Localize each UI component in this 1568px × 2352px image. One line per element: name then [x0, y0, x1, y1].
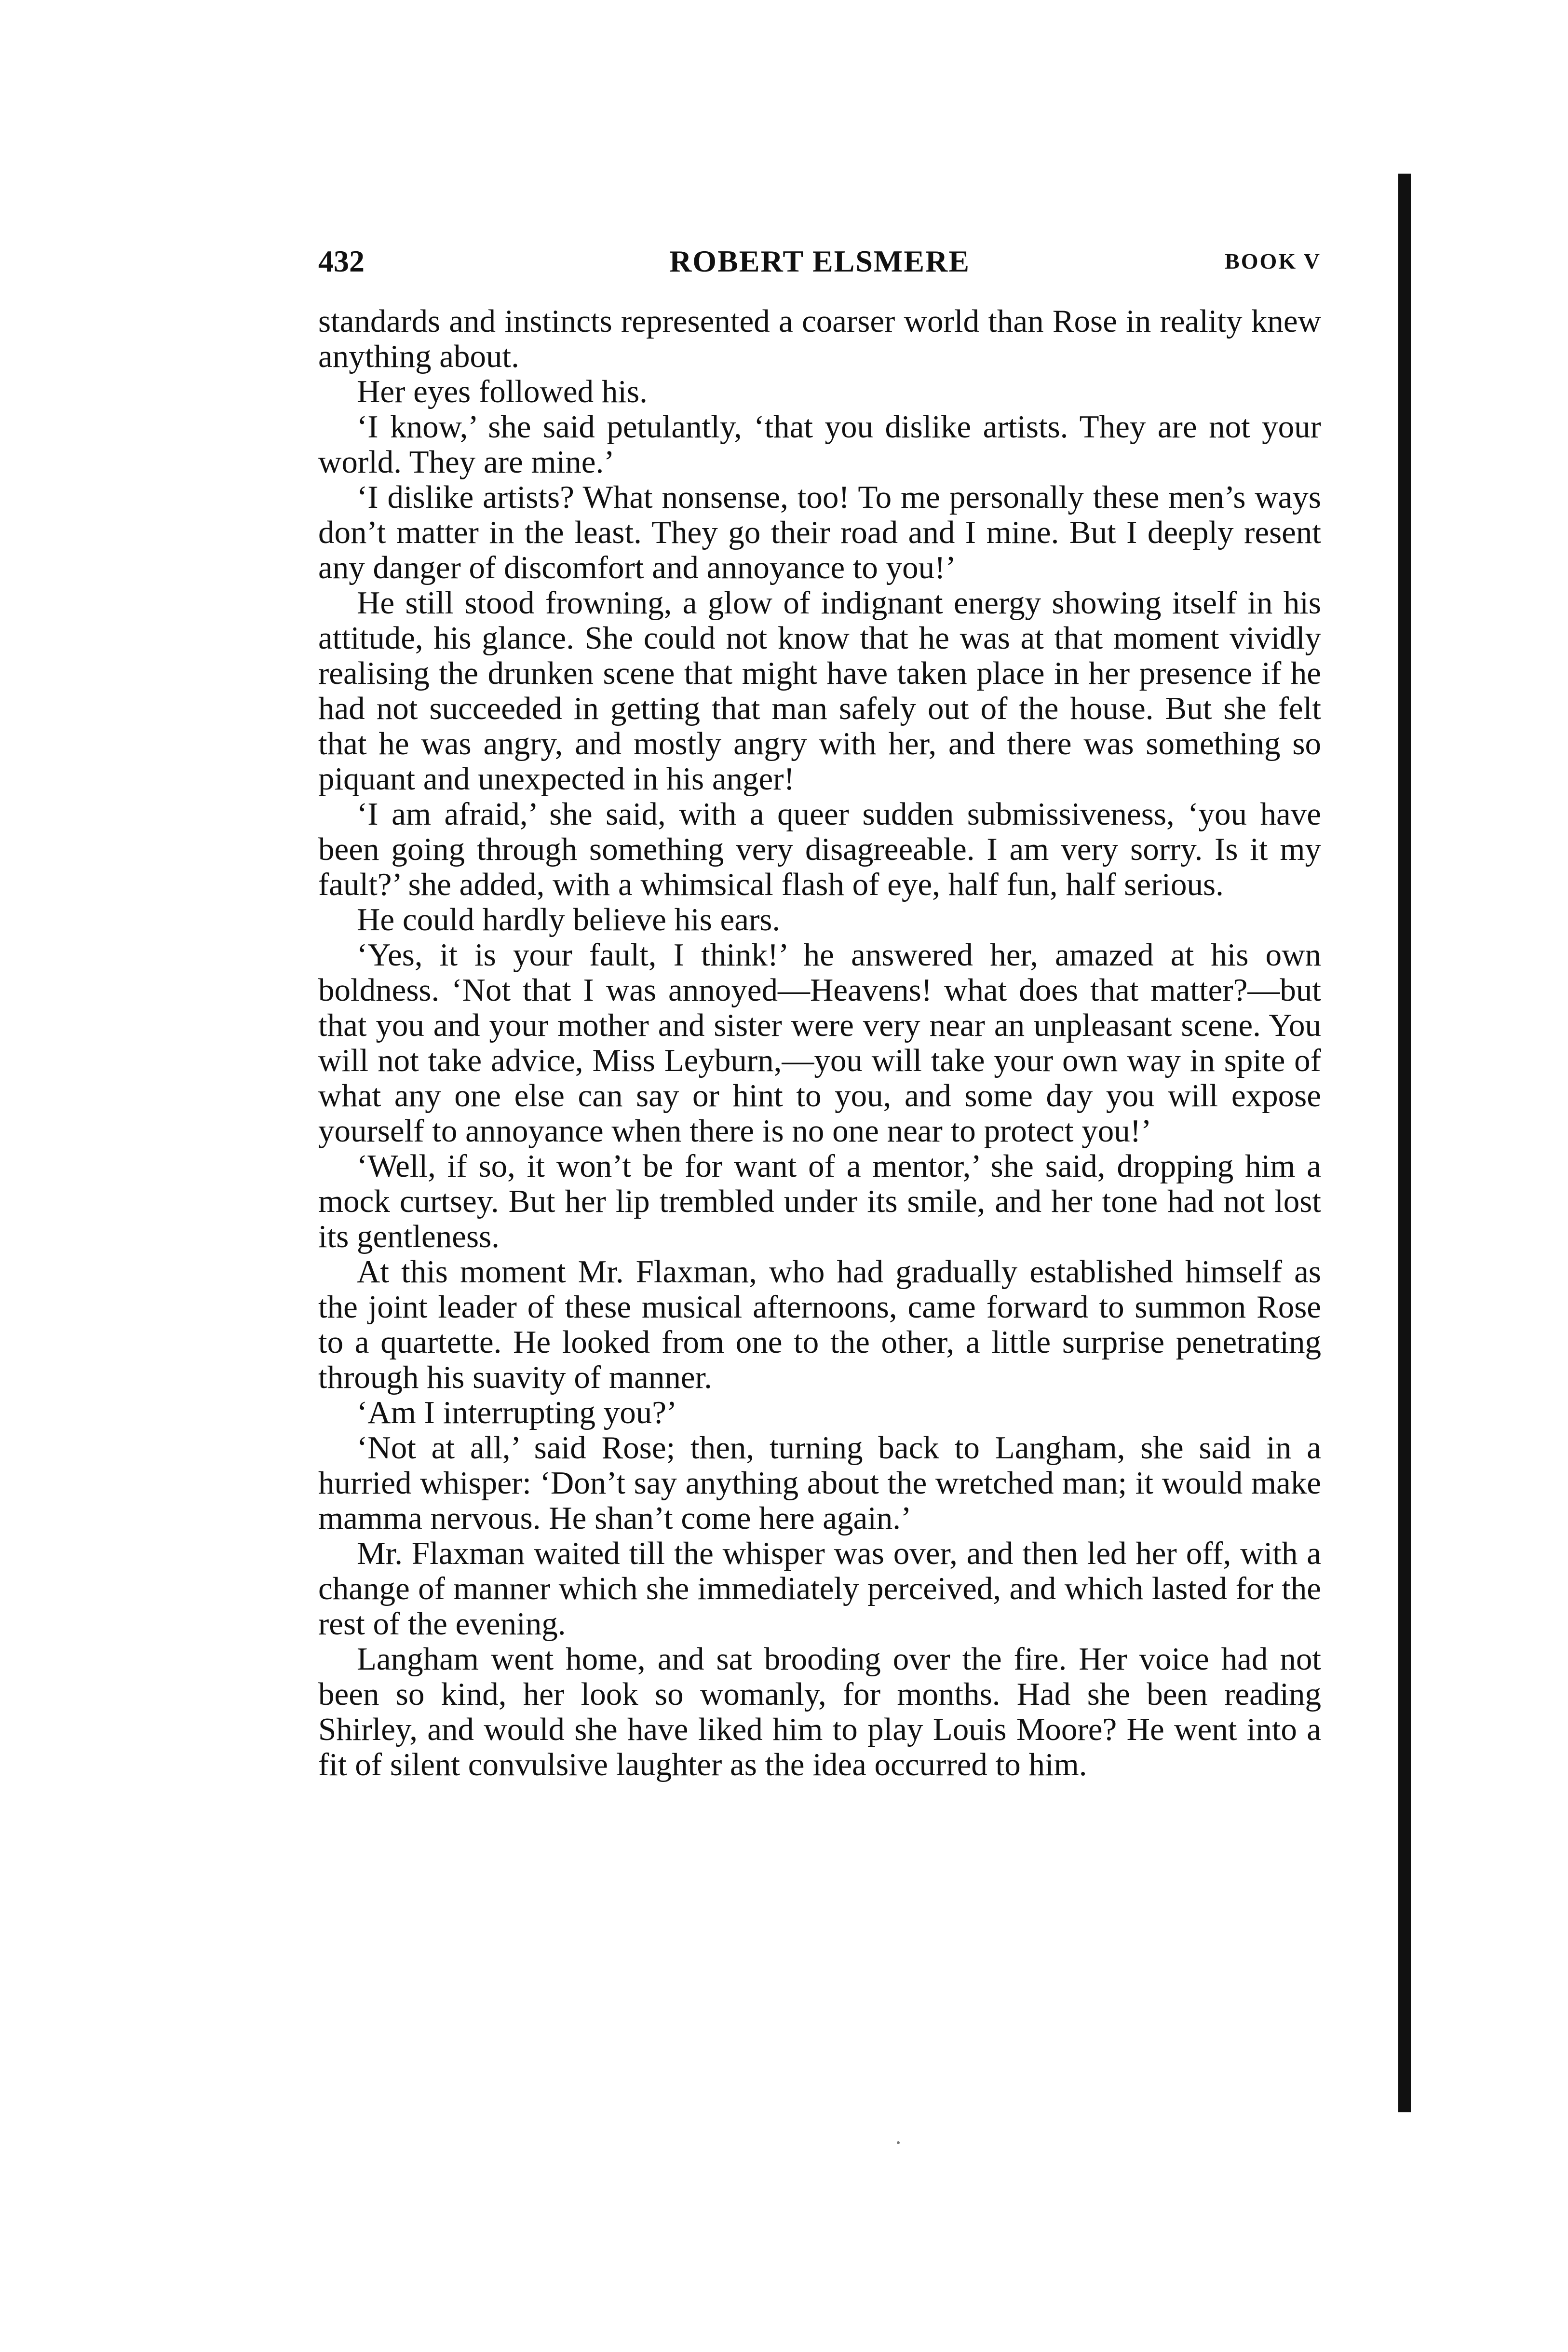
paragraph: ‘Yes, it is your fault, I think!’ he answered her, amazed at his own boldness. ‘Not that I was annoyed—Heavens! what does that matter?—but that you and your mother and sister were very near an unpleasant scene. You will not take advice, Miss Leyburn,—you will take your own way in spite of what any one else can say or hint to you, and some day you will expose yourself to annoyance when there is no one near to protect you!’	[318, 937, 1321, 1149]
paragraph: ‘Am I interrupting you?’	[357, 1395, 677, 1430]
paragraph-continued: standards and instincts represented a coarser world than Rose in reality knew anything about.	[318, 303, 1321, 374]
paragraph: At this moment Mr. Flaxman, who had gradually established himself as the joint leader of these musical afternoons, came forward to summon Rose to a quartette. He looked from one to the other, a little surprise penetrating through his suavity of manner.	[318, 1254, 1321, 1395]
paragraph: ‘I am afraid,’ she said, with a queer sudden submissiveness, ‘you have been going through something very disagreeable. I am very sorry. Is it my fault?’ she added, with a whimsical flash of eye, half fun, half serious.	[318, 796, 1321, 902]
scan-gutter-shadow	[1398, 174, 1411, 2112]
scan-speck	[897, 2141, 900, 2144]
book-label: BOOK V	[1225, 249, 1321, 273]
body-text	[318, 304, 1321, 1782]
paragraph: ‘Not at all,’ said Rose; then, turning back to Langham, she said in a hurried whisper: ‘Don’t say anything about the wretched man; it would make mamma nervous. He shan’t come here again.’	[318, 1430, 1321, 1536]
page-number: 432	[318, 244, 365, 278]
running-title: ROBERT ELSMERE	[669, 244, 970, 278]
paragraph: ‘Well, if so, it won’t be for want of a mentor,’ she said, dropping him a mock curtsey. But her lip trembled under its smile, and her tone had not lost its gentleness.	[318, 1148, 1321, 1254]
paragraph: ‘I know,’ she said petulantly, ‘that you dislike artists. They are not your world. They are mine.’	[318, 409, 1321, 480]
paragraph: ‘I dislike artists? What nonsense, too! To me personally these men’s ways don’t matter in the least. They go their road and I mine. But I deeply resent any danger of discomfort and annoyance to you!’	[318, 479, 1321, 585]
paragraph: He still stood frowning, a glow of indignant energy showing itself in his attitude, his glance. She could not know that he was at that moment vividly realising the drunken scene that might have taken place in her presence if he had not succeeded in getting that man safely out of the house. But she felt that he was angry, and mostly angry with her, and there was something so piquant and unexpected in his anger!	[318, 585, 1321, 797]
paragraph: He could hardly believe his ears.	[357, 902, 781, 938]
running-header	[318, 244, 1321, 287]
paragraph: Her eyes followed his.	[357, 374, 648, 409]
paragraph: Langham went home, and sat brooding over the fire. Her voice had not been so kind, her look so womanly, for months. Had she been reading Shirley, and would she have liked him to play Louis Moore? He went into a fit of silent convulsive laughter as the idea occurred to him.	[318, 1641, 1321, 1782]
paragraph: Mr. Flaxman waited till the whisper was over, and then led her off, with a change of manner which she immediately perceived, and which lasted for the rest of the evening.	[318, 1536, 1321, 1642]
